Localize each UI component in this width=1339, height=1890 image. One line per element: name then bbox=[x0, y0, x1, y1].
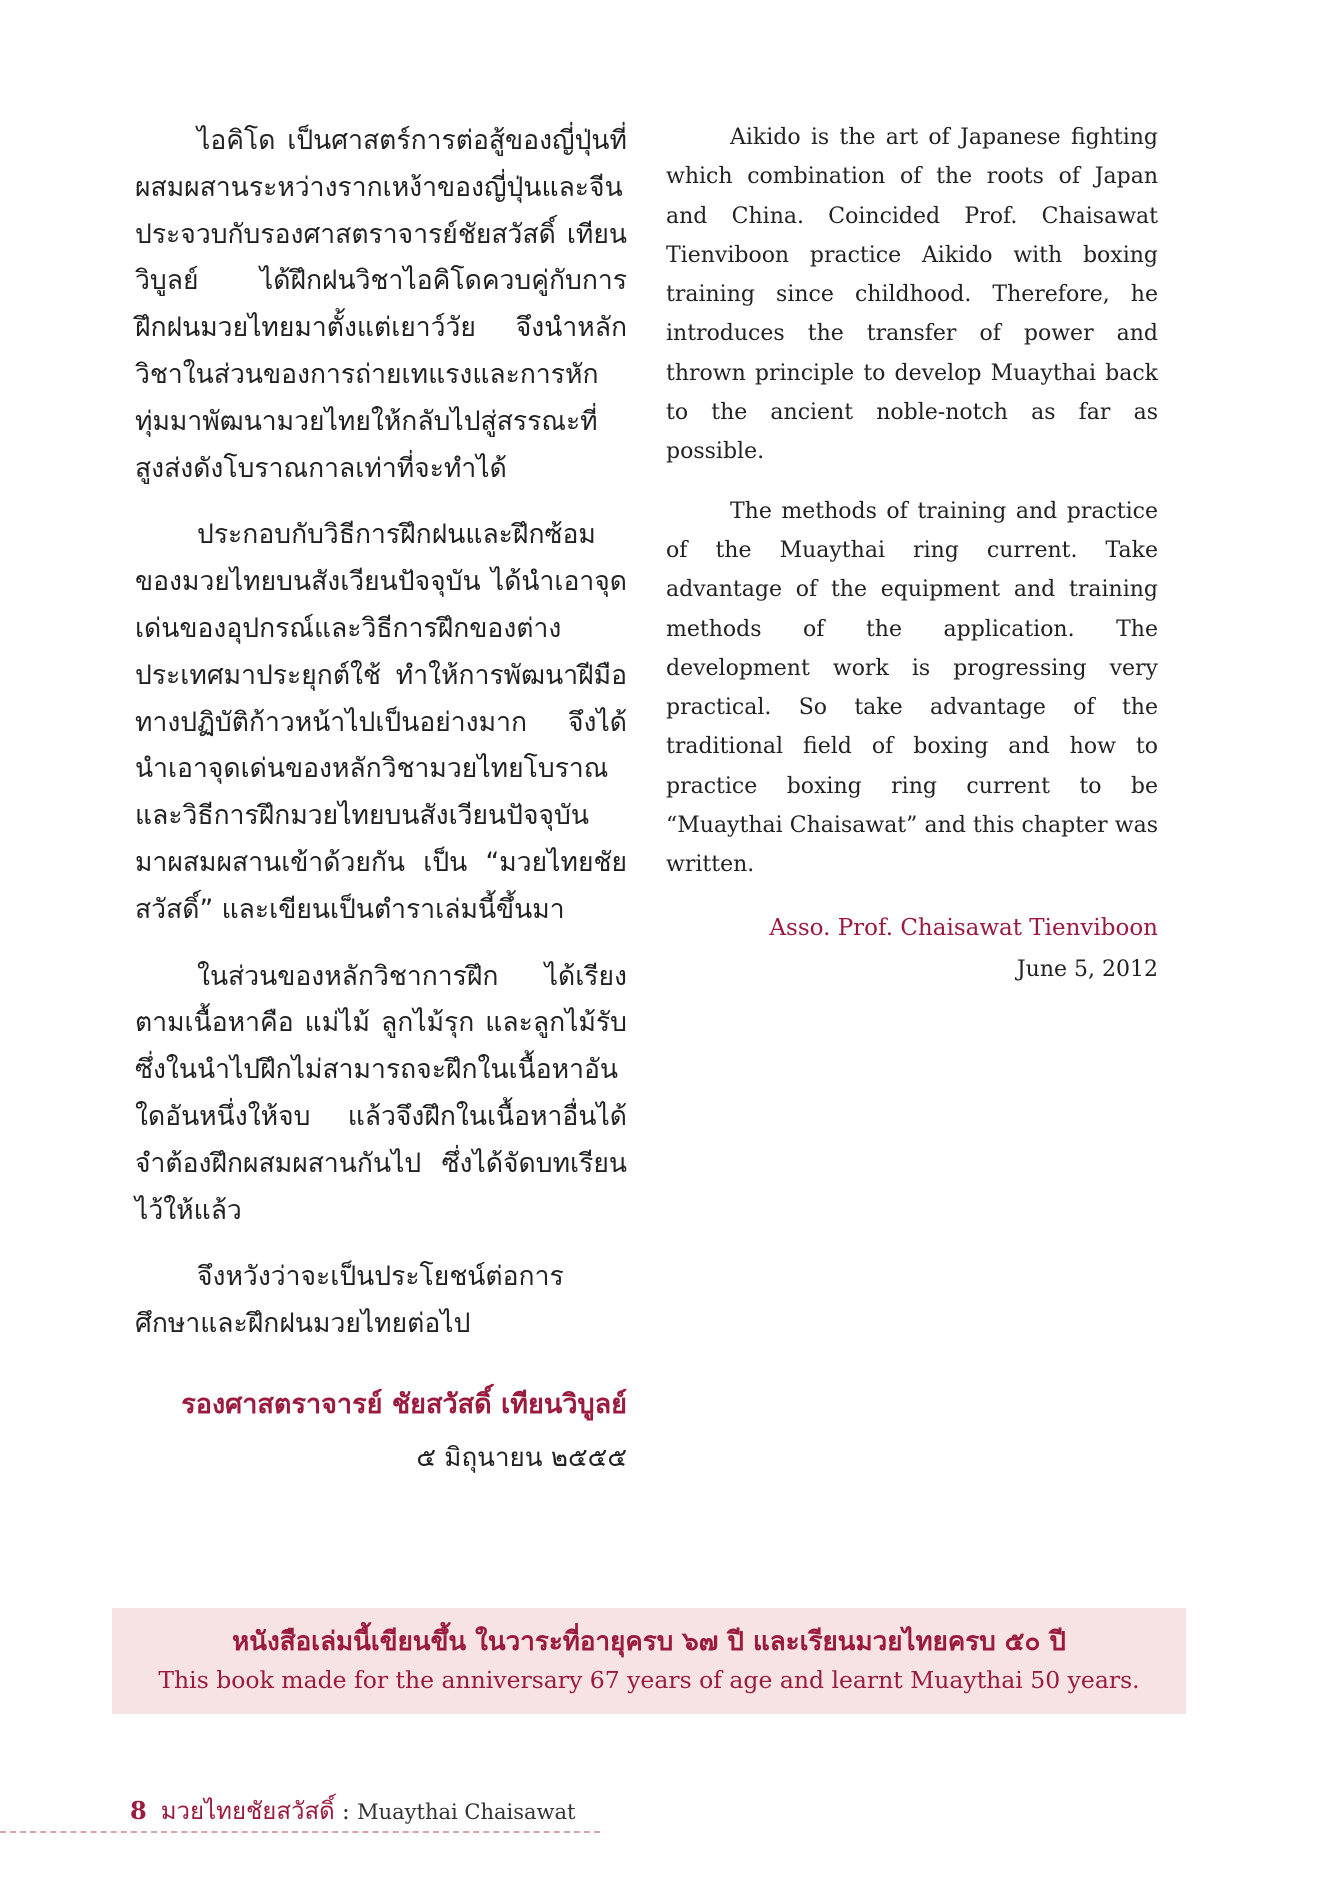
book-title-english: Muaythai Chaisawat bbox=[357, 1800, 576, 1824]
thai-paragraph-4: จึงหวังว่าจะเป็นประโยชน์ต่อการศึกษาและฝึกฝนมวยไทยต่อไป bbox=[135, 1261, 564, 1340]
english-column bbox=[666, 118, 1158, 982]
page-number: 8 bbox=[130, 1796, 147, 1825]
english-signature-name: Asso. Prof. Chaisawat Tienviboon bbox=[769, 914, 1158, 941]
banner-english-text: This book made for the anniversary 67 years of age and learnt Muaythai 50 years. bbox=[158, 1666, 1140, 1694]
english-paragraph-2: The methods of training and practice of the Muaythai ring current. Take advantage of the equipment and training methods of the application. The development work is progressing very practical. So take advantage of the traditional field of boxing and how to practice boxing ring current to be “Muaythai Chaisawat” and this chapter was written. bbox=[666, 498, 1158, 878]
title-separator: : bbox=[334, 1799, 358, 1825]
page-footer bbox=[130, 1791, 575, 1830]
footer-dashed-rule bbox=[0, 1831, 600, 1833]
thai-paragraph-2: ประกอบกับวิธีการฝึกฝนและฝึกซ้อมของมวยไทยบนสังเวียนปัจจุบัน ได้นำเอาจุดเด่นของอุปกรณ์และวิธีการฝึกของต่างประเทศมาประยุกต์ใช้ ทำให้การพัฒนาฝีมือทางปฏิบัติก้าวหน้าไปเป็นอย่างมาก จึงได้นำเอาจุดเด่นของหลักวิชามวยไทยโบราณ และวิธีการฝึกมวยไทยบนสังเวียนปัจจุบัน มาผสมผสานเข้าด้วยกัน เป็น “มวยไทยชัยสวัสดิ์” และเขียนเป็นตำราเล่มนี้ขึ้นมา bbox=[135, 519, 627, 925]
english-paragraph-1: Aikido is the art of Japanese fighting which combination of the roots of Japan and China. Coincided Prof. Chaisawat Tienviboon practice Aikido with boxing training since childhood. Therefore, he introduces the transfer of power and thrown principle to develop Muaythai back to the ancient noble-notch as far as possible. bbox=[666, 125, 1158, 465]
banner-thai-text: หนังสือเล่มนี้เขียนขึ้น ในวาระที่อายุครบ ๖๗ ปี และเรียนมวยไทยครบ ๕๐ ปี bbox=[232, 1627, 1066, 1657]
english-signature-date: June 5, 2012 bbox=[1016, 956, 1158, 982]
thai-paragraph-3: ในส่วนของหลักวิชาการฝึก ได้เรียงตามเนื้อหาคือ แม่ไม้ ลูกไม้รุก และลูกไม้รับ ซึ่งในนำไปฝึกไม่สามารถจะฝึกในเนื้อหาอันใดอันหนึ่งให้จบ แล้วจึงฝึกในเนื้อหาอื่นได้ จำต้องฝึกผสมผสานกันไป ซึ่งได้จัดบทเรียนไว้ให้แล้ว bbox=[135, 960, 627, 1226]
thai-paragraph-1: ไอคิโด เป็นศาสตร์การต่อสู้ของญี่ปุ่นที่ผสมผสานระหว่างรากเหง้าของญี่ปุ่นและจีน ประจวบกับรองศาสตราจารย์ชัยสวัสดิ์ เทียนวิบูลย์ ได้ฝึกฝนวิชาไอคิโดควบคู่กับการฝึกฝนมวยไทยมาตั้งแต่เยาว์วัย จึงนำหลักวิชาในส่วนของการถ่ายเทแรงและการหักทุ่มมาพัฒนามวยไทยให้กลับไปสู่สรรณะที่สูงส่งดังโบราณกาลเท่าที่จะทำได้ bbox=[135, 125, 627, 484]
book-title-thai: มวยไทยชัยสวัสดิ์ bbox=[160, 1797, 335, 1825]
thai-signature-name: รองศาสตราจารย์ ชัยสวัสดิ์ เทียนวิบูลย์ bbox=[181, 1388, 627, 1420]
thai-signature-date: ๕ มิถุนายน ๒๕๕๕ bbox=[416, 1442, 627, 1473]
thai-column bbox=[135, 118, 627, 1478]
anniversary-banner bbox=[112, 1608, 1186, 1714]
